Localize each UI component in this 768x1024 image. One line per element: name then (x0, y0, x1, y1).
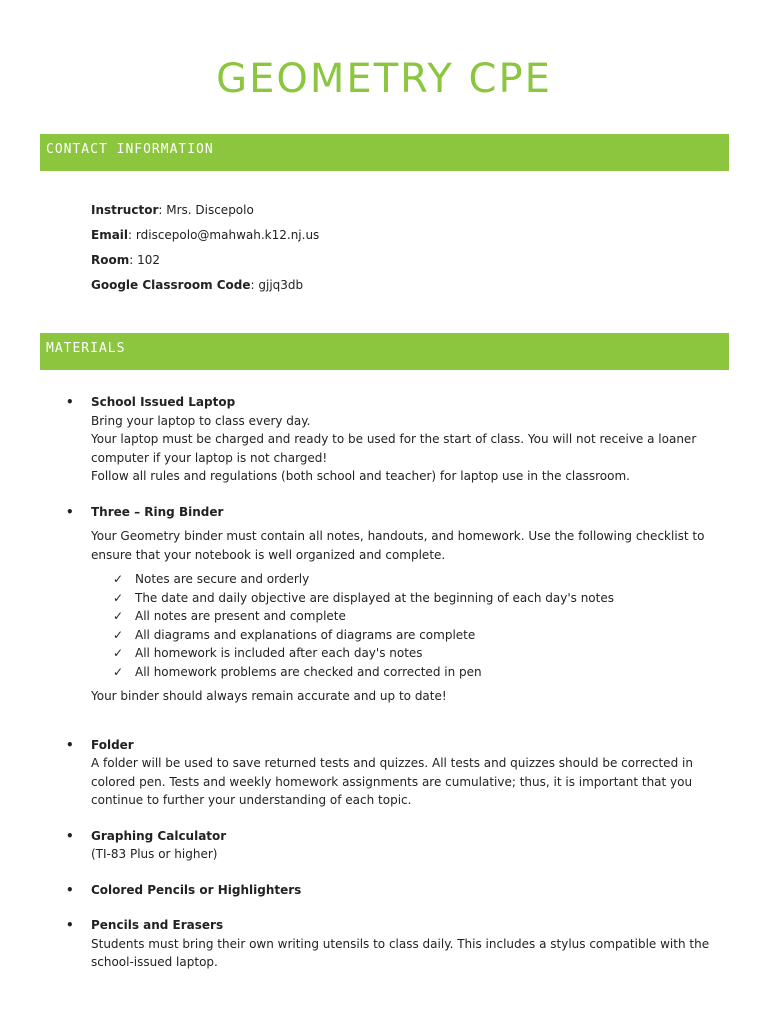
item-text: (TI-83 Plus or higher) (91, 847, 218, 861)
contact-row-classroom-code (91, 278, 319, 303)
contact-value: : gjjq3db (250, 278, 304, 292)
item-text: Your laptop must be charged and ready to be used for the start of class. You will not receive a loaner computer if your laptop is not charged! (91, 432, 697, 465)
checklist-text: Notes are secure and orderly (135, 572, 310, 586)
bullet-icon: • (66, 918, 74, 932)
bullet-icon: • (66, 828, 74, 843)
checkmark-icon: ✓ (113, 590, 124, 605)
checklist-item (113, 663, 716, 682)
item-text: Your Geometry binder must contain all notes, handouts, and homework. Use the following checklist to ensure that your notebook is well organized and complete. (91, 529, 705, 562)
contact-value: : 102 (129, 253, 160, 267)
list-item (66, 827, 716, 864)
bullet-icon: • (66, 737, 74, 752)
materials-section-header: MATERIALS (40, 333, 729, 370)
item-name: Pencils and Erasers (91, 918, 224, 932)
checklist-item (113, 607, 716, 626)
item-text: Bring your laptop to class every day. (91, 413, 311, 428)
checkmark-icon: ✓ (113, 646, 124, 660)
item-text: A folder will be used to save returned tests and quizzes. All tests and quizzes should be corrected in colored pen. Tests and weekly homework assignments are cumulative; thus, it is important that you continue to further your understanding of each topic. (91, 756, 693, 807)
item-name: School Issued Laptop (91, 395, 236, 409)
materials-list (66, 393, 716, 972)
item-text: Students must bring their own writing utensils to class daily. This includes a stylus compatible with the school-issued laptop. (91, 936, 710, 969)
bullet-icon: • (66, 395, 74, 409)
list-item (66, 503, 716, 706)
contact-row-room (91, 253, 319, 278)
bullet-icon: • (66, 504, 74, 519)
checklist-text: All notes are present and complete (135, 609, 346, 623)
list-item (66, 881, 716, 900)
contact-label: Room (91, 253, 130, 267)
checklist-item (113, 589, 716, 608)
list-item (66, 916, 716, 972)
checklist-item (113, 626, 716, 645)
checkmark-icon: ✓ (113, 627, 124, 642)
contact-label: Google Classroom Code (91, 278, 251, 292)
item-name: Graphing Calculator (91, 828, 227, 843)
binder-checklist (113, 570, 716, 681)
checklist-item (113, 644, 716, 663)
item-name: Three – Ring Binder (91, 504, 224, 519)
checkmark-icon: ✓ (113, 609, 124, 623)
list-item (66, 393, 716, 486)
bullet-icon: • (66, 882, 74, 897)
item-text: Follow all rules and regulations (both school and teacher) for laptop use in the classroom. (91, 469, 630, 483)
checklist-text: All homework is included after each day's notes (135, 646, 423, 660)
checkmark-icon: ✓ (113, 664, 124, 679)
contact-section-header: CONTACT INFORMATION (40, 134, 729, 171)
checkmark-icon: ✓ (113, 572, 124, 586)
item-name: Folder (91, 737, 134, 752)
contact-row-instructor (91, 203, 319, 228)
checklist-text: All homework problems are checked and corrected in pen (135, 664, 482, 679)
checklist-text: The date and daily objective are displayed at the beginning of each day's notes (135, 590, 614, 605)
contact-info (91, 203, 319, 303)
contact-label: Email (91, 228, 129, 242)
list-item (66, 736, 716, 810)
contact-label: Instructor (91, 203, 159, 217)
contact-row-email (91, 228, 319, 253)
item-text: Your binder should always remain accurate and up to date! (91, 689, 447, 703)
page-title: GEOMETRY CPE (216, 56, 552, 102)
checklist-item (113, 570, 716, 589)
contact-value: : Mrs. Discepolo (158, 203, 254, 217)
contact-value: : rdiscepolo@mahwah.k12.nj.us (128, 228, 320, 242)
checklist-text: All diagrams and explanations of diagrams are complete (135, 627, 476, 642)
item-name: Colored Pencils or Highlighters (91, 882, 302, 897)
